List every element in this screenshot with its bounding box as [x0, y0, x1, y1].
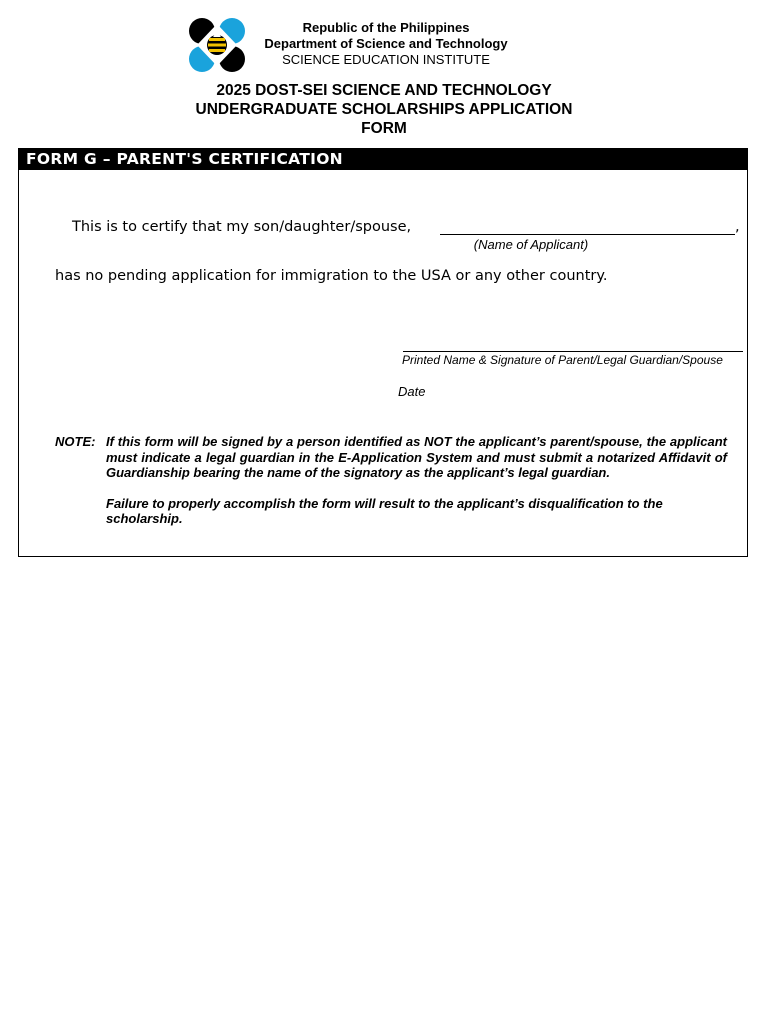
applicant-name-field[interactable] — [440, 234, 735, 235]
applicant-name-caption: (Name of Applicant) — [473, 237, 589, 252]
signature-field[interactable] — [403, 351, 743, 352]
note-label: NOTE: — [55, 434, 96, 449]
note-block — [55, 434, 727, 527]
form-header-bar: FORM G – PARENT'S CERTIFICATION — [19, 149, 747, 170]
agency-line-republic: Republic of the Philippines — [302, 20, 470, 35]
document-header — [0, 0, 768, 146]
note-text-guardian: If this form will be signed by a person identified as NOT the applicant’s parent/spouse, the applicant must indicate a legal guardian in the E-Application System and must submit a notarized Affidavit of Guardianship bearing the name of the signatory as the applicant’s legal guardian. — [106, 434, 727, 480]
pending-statement: has no pending application for immigration to the USA or any other country. — [55, 268, 608, 284]
certify-statement: This is to certify that my son/daughter/spouse, — [72, 219, 412, 235]
form-g-box — [18, 148, 748, 557]
agency-line-department: Department of Science and Technology — [264, 36, 508, 51]
note-text-disqualification: Failure to properly accomplish the form will result to the applicant’s disqualification to the scholarship. — [106, 495, 663, 526]
document-title — [0, 81, 768, 138]
title-line-1: 2025 DOST-SEI SCIENCE AND TECHNOLOGY — [216, 82, 552, 99]
title-line-2: UNDERGRADUATE SCHOLARSHIPS APPLICATION — [195, 101, 573, 118]
date-label: Date — [398, 384, 426, 399]
dost-logo — [188, 17, 246, 73]
agency-block — [252, 20, 520, 68]
agency-line-institute: SCIENCE EDUCATION INSTITUTE — [282, 52, 490, 67]
title-line-3: FORM — [361, 120, 407, 137]
signature-caption: Printed Name & Signature of Parent/Legal Guardian/Spouse — [402, 353, 723, 367]
comma: , — [735, 219, 740, 235]
